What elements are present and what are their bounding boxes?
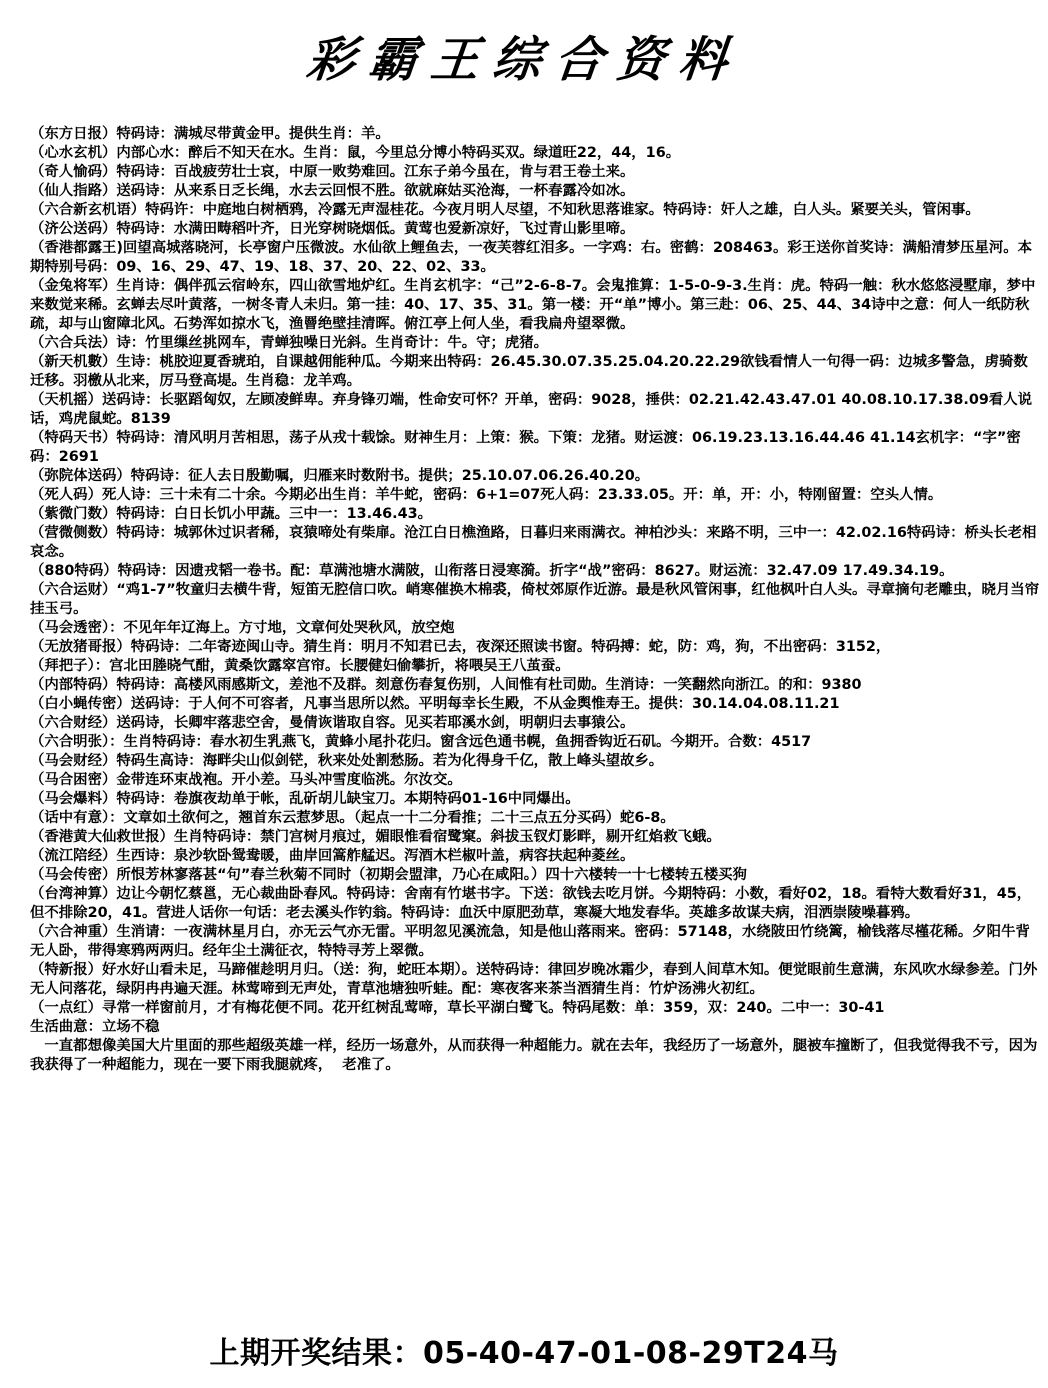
paragraph: （流江陪经）生西诗：泉沙软卧鸳鸯暖，曲岸回篙舴艋迟。泻酒木栏椒叶盖，病容扶起种菱丝。 [30,848,635,864]
paragraph: （白小蝇传密）送码诗：于人何不可容者，凡事当思所以然。平明每幸长生殿，不从金舆惟寿王。提供：30.14.04.08.11.21 [30,696,840,712]
paragraph: （天机摇）送码诗：长驱蹈匈奴，左顾凌鲜卑。弃身锋刃端，性命安可怀？开单，密码：9028，捶供：02.21.42.43.47.01 40.08.10.17.38.09看人说话，鸡虎鼠蛇。8139 [30,392,1033,427]
paragraph: （六合新玄机语）特码许：中庭地白树栖鸦，冷露无声湿桂花。今夜月明人尽望，不知秋思落谁家。特码诗：奸人之雄，白人头。紧要关头，管闲事。 [30,202,980,218]
paragraph: （内部特码）特码诗：高楼风雨感斯文，差池不及群。刻意伤春复伤别，人间惟有杜司勋。生消诗：一笑翻然向浙江。的和：9380 [30,677,862,693]
paragraph: （六合神重）生消请：一夜满林星月白，亦无云气亦无雷。平明忽见溪流急，知是他山落雨来。密码：57148，水绕陂田竹绕篱，榆钱落尽槿花稀。夕阳牛背无人卧，带得寒鸦两两归。经年尘土满征衣，特特寻芳上翠微。 [30,924,1030,959]
paragraph: （马会传密）所恨芳林寥落甚“句”春兰秋菊不同时（初期会盟津，乃心在咸阳。）四十六楼转一十七楼转五楼买狗 [30,867,747,883]
paragraph: （新天机數）生诗：桃胶迎夏香琥珀，自课越佣能种瓜。今期来出特码：26.45.30.07.35.25.04.20.22.29欲钱看情人一句得一码：边城多警急，虏骑数迁移。羽檄从北来，厉马登高堤。生肖稳：龙羊鸡。 [30,354,1028,389]
paragraph: （香港都露王)回望高城落晓河，长亭窗户压微波。水仙欲上鲤鱼去，一夜芙蓉红泪多。一字鸡：右。密鹤：208463。彩王送你首奖诗：满船清梦压星河。本期特别号码：09、16、29、47、19、18、37、20、22、02、33。 [30,240,1033,275]
paragraph: （紫微门数）特码诗：白日长饥小甲蔬。三中一：13.46.43。 [30,506,432,522]
paragraph: （台湾神算）边让今朝忆蔡邕，无心裁曲卧春风。特码诗：舍南有竹堪书字。下送：欲钱去吃月饼。今期特码：小数，看好02，18。看特大数看好31，45，但不排除20，41。营进人话你一句话：老去溪头作钓翁。特码诗：血沃中原肥劲草，寒凝大地发春华。英雄多故谋夫病，泪洒崇陵噪暮鸦。 [30,886,1032,921]
paragraph: （香港黄大仙救世报）生肖特码诗：禁门宫树月痕过，媚眼惟看宿鹭窠。斜拔玉钗灯影畔，剔开红焰救飞蛾。 [30,829,721,845]
paragraph: （死人码）死人诗：三十未有二十余。今期必出生肖：羊牛蛇，密码：6+1=07死人码：23.33.05。开：单，开：小，特刚留置：空头人情。 [30,487,943,503]
paragraph: （特新报）好水好山看未足，马蹄催趁明月归。（送：狗，蛇旺本期）。送特码诗：律回岁晚冰霜少，春到人间草木知。便觉眼前生意满，东风吹水绿参差。门外无人问落花，绿阴冉冉遍天涯。林莺啼到无声处，青草池塘独听蛙。配：寒夜客来茶当酒猜生肖：竹炉汤沸火初红。 [30,962,1038,997]
paragraph: （880特码）特码诗：因遗戎韬一卷书。配：草满池塘水满陂，山衔落日浸寒漪。折字“战”密码：8627。财运流：32.47.09 17.49.34.19。 [30,563,954,579]
paragraph: （一点红）寻常一样窗前月，才有梅花便不同。花开红树乱莺啼，草长平湖白鹭飞。特码尾数：单：359，双：240。二中一：30-41 [30,1000,885,1016]
paragraph: （话中有意）：文章如土欲何之，翘首东云惹梦思。（起点一十二分看推；二十三点五分买码）蛇6-8。 [30,810,675,826]
document-body [30,125,1040,1075]
paragraph: （金兔将军）生肖诗：偶伴孤云宿岭东，四山欲雪地炉红。生肖玄机字：“己”2-6-8-7。会鬼推算：1-5-0-9-3.生肖：虎。特码一触：秋水悠悠浸墅扉，梦中来数觉来稀。玄蝉去尽叶黄落，一树冬青人未归。第一挂：40、17、35、31。第一楼：开“单”博小。第三赴：06、25、44、34诗中之意：何人一纸防秋疏，却与山窗障北风。石势浑如掠水飞，渔罾绝壁挂清晖。俯江亭上何人坐，看我扁舟望翠微。 [30,278,1036,332]
paragraph: （仙人指路）送码诗：从来系日乏长绳，水去云回恨不胜。欲就麻姑买沧海，一杯春露冷如冰。 [30,183,635,199]
last-draw-result: 上期开奖结果：05-40-47-01-08-29T24马 [209,1336,839,1371]
paragraph: （特码天书）特码诗：清风明月苦相思，荡子从戎十载馀。财神生月：上策：猴。下策：龙猪。财运渡：06.19.23.13.16.44.46 41.14玄机字：“字”密码：2691 [30,430,1021,465]
paragraph: （济公送码）特码诗：水满田畴稻叶齐，日光穿树晓烟低。黄莺也爱新凉好，飞过青山影里啼。 [30,221,635,237]
paragraph: （奇人愉码）特码诗：百战疲劳壮士哀，中原一败势难回。江东子弟今虽在，肯与君王卷土来。 [30,164,635,180]
paragraph: （弥院体送码）特码诗：征人去日殷勤嘱，归雁来时数附书。提供；25.10.07.06.26.40.20。 [30,468,650,484]
paragraph: 生活曲意：立场不稳 [30,1019,160,1035]
paragraph: 一直都想像美国大片里面的那些超级英雄一样，经历一场意外，从而获得一种超能力。就在去年，我经历了一场意外，腿被车撞断了，但我觉得我不亏，因为我获得了一种超能力，现在一要下雨我腿就疼， 老准了。 [30,1038,1038,1073]
paragraph: （无放猪哥报）特码诗：二年寄迹闽山寺。猜生肖：明月不知君已去，夜深还照读书窗。特码搏：蛇，防：鸡，狗，不出密码：3152， [30,639,891,655]
paragraph: （马会爆料）特码诗：卷旗夜劫单于帐，乱斫胡儿缺宝刀。本期特码01-16中同爆出。 [30,791,580,807]
paragraph: （拜把子）：宫北田塍晓气酣，黄桑饮露窣宫帘。长腰健妇偷攀折，将喂吴王八茧蚕。 [30,658,570,674]
paragraph: （六合财经）送码诗，长卿牢落悲空舍，曼倩诙谐取自容。见买若耶溪水剑，明朝归去事猿公。 [30,715,635,731]
paragraph: （营微侧数）特码诗：城郭休过识者稀，哀猿啼处有柴扉。沧江白日樵渔路，日暮归来雨满衣。神柏沙头：来路不明，三中一：42.02.16特码诗：桥头长老相哀念。 [30,525,1037,560]
paragraph: （六合明张）：生肖特码诗：春水初生乳燕飞，黄蜂小尾扑花归。窗含远色通书幌，鱼拥香钩近石矶。今期开。合数：4517 [30,734,812,750]
paragraph: （心水玄机）内部心水：醉后不知天在水。生肖：鼠，今里总分博小特码买双。绿道旺22，44，16。 [30,145,681,161]
paragraph: （马会财经）特码生高诗：海畔尖山似剑铓，秋来处处割愁肠。若为化得身千亿，散上峰头望故乡。 [30,753,664,769]
paragraph: （马会透密）：不见年年辽海上。方寸地，文章何处哭秋风，放空炮 [30,620,455,636]
paragraph: （东方日报）特码诗：满城尽带黄金甲。提供生肖：羊。 [30,126,390,142]
paragraph: （六合运财）“鸡1-7”牧童归去横牛背，短笛无腔信口吹。峭寒催换木棉裘，倚杖郊原作近游。最是秋风管闲事，红他枫叶白人头。寻章摘句老雕虫，晓月当帘挂玉弓。 [30,582,1040,617]
paragraph: （马合困密）金带连环束战袍。开小差。马头冲雪度临洮。尔汝交。 [30,772,462,788]
page-title: 彩霸王综合资料 [304,32,744,88]
paragraph: （六合兵法）诗：竹里缫丝挑网车，青蝉独噪日光斜。生肖奇计：牛。守；虎猪。 [30,335,549,351]
